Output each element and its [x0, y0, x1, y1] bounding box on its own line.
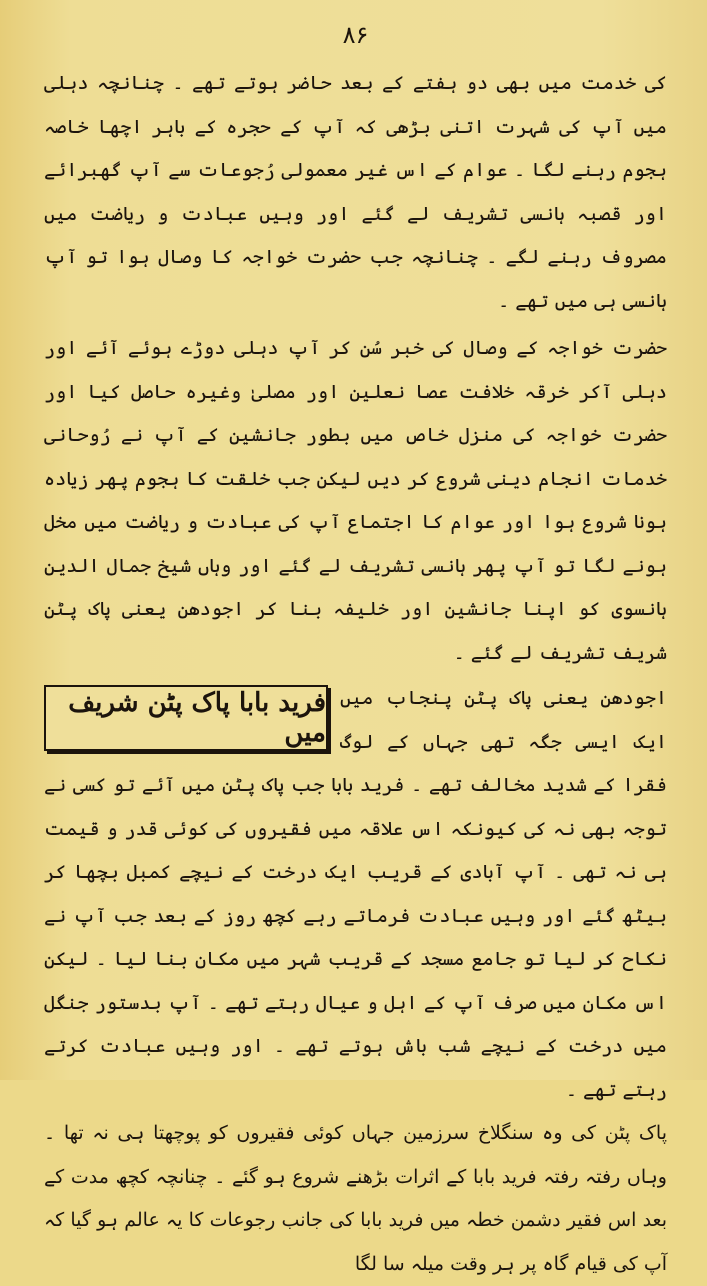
paragraph-4: پاک پٹن کی وہ سنگلاخ سرزمین جہاں کوئی فقیروں کو پوچھتا ہی نہ تھا ۔ وہاں رفتہ رفتہ فرید بابا کے اثرات بڑھنے شروع ہو گئے ۔ چنانچہ کچھ مدت کے بعد اس فقیر دشمن خطہ میں فرید بابا کی جانب رجوعات کا یہ عالم ہو گیا کہ آپ کی قیام گاہ پر ہر وقت میلہ سا لگا — [44, 1122, 667, 1275]
paragraph-2: حضرت خواجہ کے وصال کی خبر سُن کر آپ دہلی دوڑے ہوئے آئے اور دہلی آکر خرقہ خلافت عصا نعلین اور مصلیٰ وغیرہ حاصل کیا اور حضرت خواجہ کی منزل خاص میں بطور جانشین کے آپ نے رُوحانی خدمات انجام دینی شروع کر دیں لیکن جب خلقت کا ہجوم پھر زیادہ ہونا شروع ہوا اور عوام کا اجتماع آپ کی عبادت و ریاضت میں مخل ہونے لگا تو آپ پھر ہانسی تشریف لے گئے اور وہاں شیخ جمال الدین ہانسوی کو اپنا جانشین اور خلیفہ بنا کر اجودھن یعنی پاک پٹن شریف تشریف لے گئے ۔ — [44, 337, 667, 664]
paragraph-1: کی خدمت میں بھی دو ہفتے کے بعد حاضر ہوتے تھے ۔ چنانچہ دہلی میں آپ کی شہرت اتنی بڑھی کہ آپ کے حجرہ کے باہر اچھا خاصہ ہجوم رہنے لگا ۔ عوام کے اس غیر معمولی رُجوعات سے آپ گھبرائے اور قصبہ ہانسی تشریف لے گئے اور وہیں عبادت و ریاضت میں مصروف رہنے لگے ۔ چنانچہ جب حضرت خواجہ کا وصال ہوا تو آپ ہانسی ہی میں تھے ۔ — [44, 72, 667, 312]
section-with-heading — [44, 677, 667, 1112]
page-number: ۸۶ — [342, 21, 369, 49]
section-heading: فرید بابا پاک پٹن شریف میں — [44, 685, 328, 751]
paragraph-3: اجودھن یعنی پاک پٹن پنجاب میں ایک ایسی جگہ تھی جہاں کے لوگ فقرا کے شدید مخالف تھے ۔ فرید بابا جب پاک پٹن میں آئے تو کسی نے توجہ بھی نہ کی کیونکہ اس علاقہ میں فقیروں کی کوئی قدر و قیمت ہی نہ تھی ۔ آپ آبادی کے قریب ایک درخت کے نیچے کمبل بچھا کر بیٹھ گئے اور وہیں عبادت فرماتے رہے کچھ روز کے بعد جب آپ نے نکاح کر لیا تو جامع مسجد کے قریب شہر میں مکان بنا لیا ۔ لیکن اس مکان میں صرف آپ کے اہل و عیال رہتے تھے ۔ آپ بدستور جنگل میں درخت کے نیچے شب باش ہوتے تھے ۔ اور وہیں عبادت کرتے رہتے تھے ۔ — [44, 687, 667, 1101]
